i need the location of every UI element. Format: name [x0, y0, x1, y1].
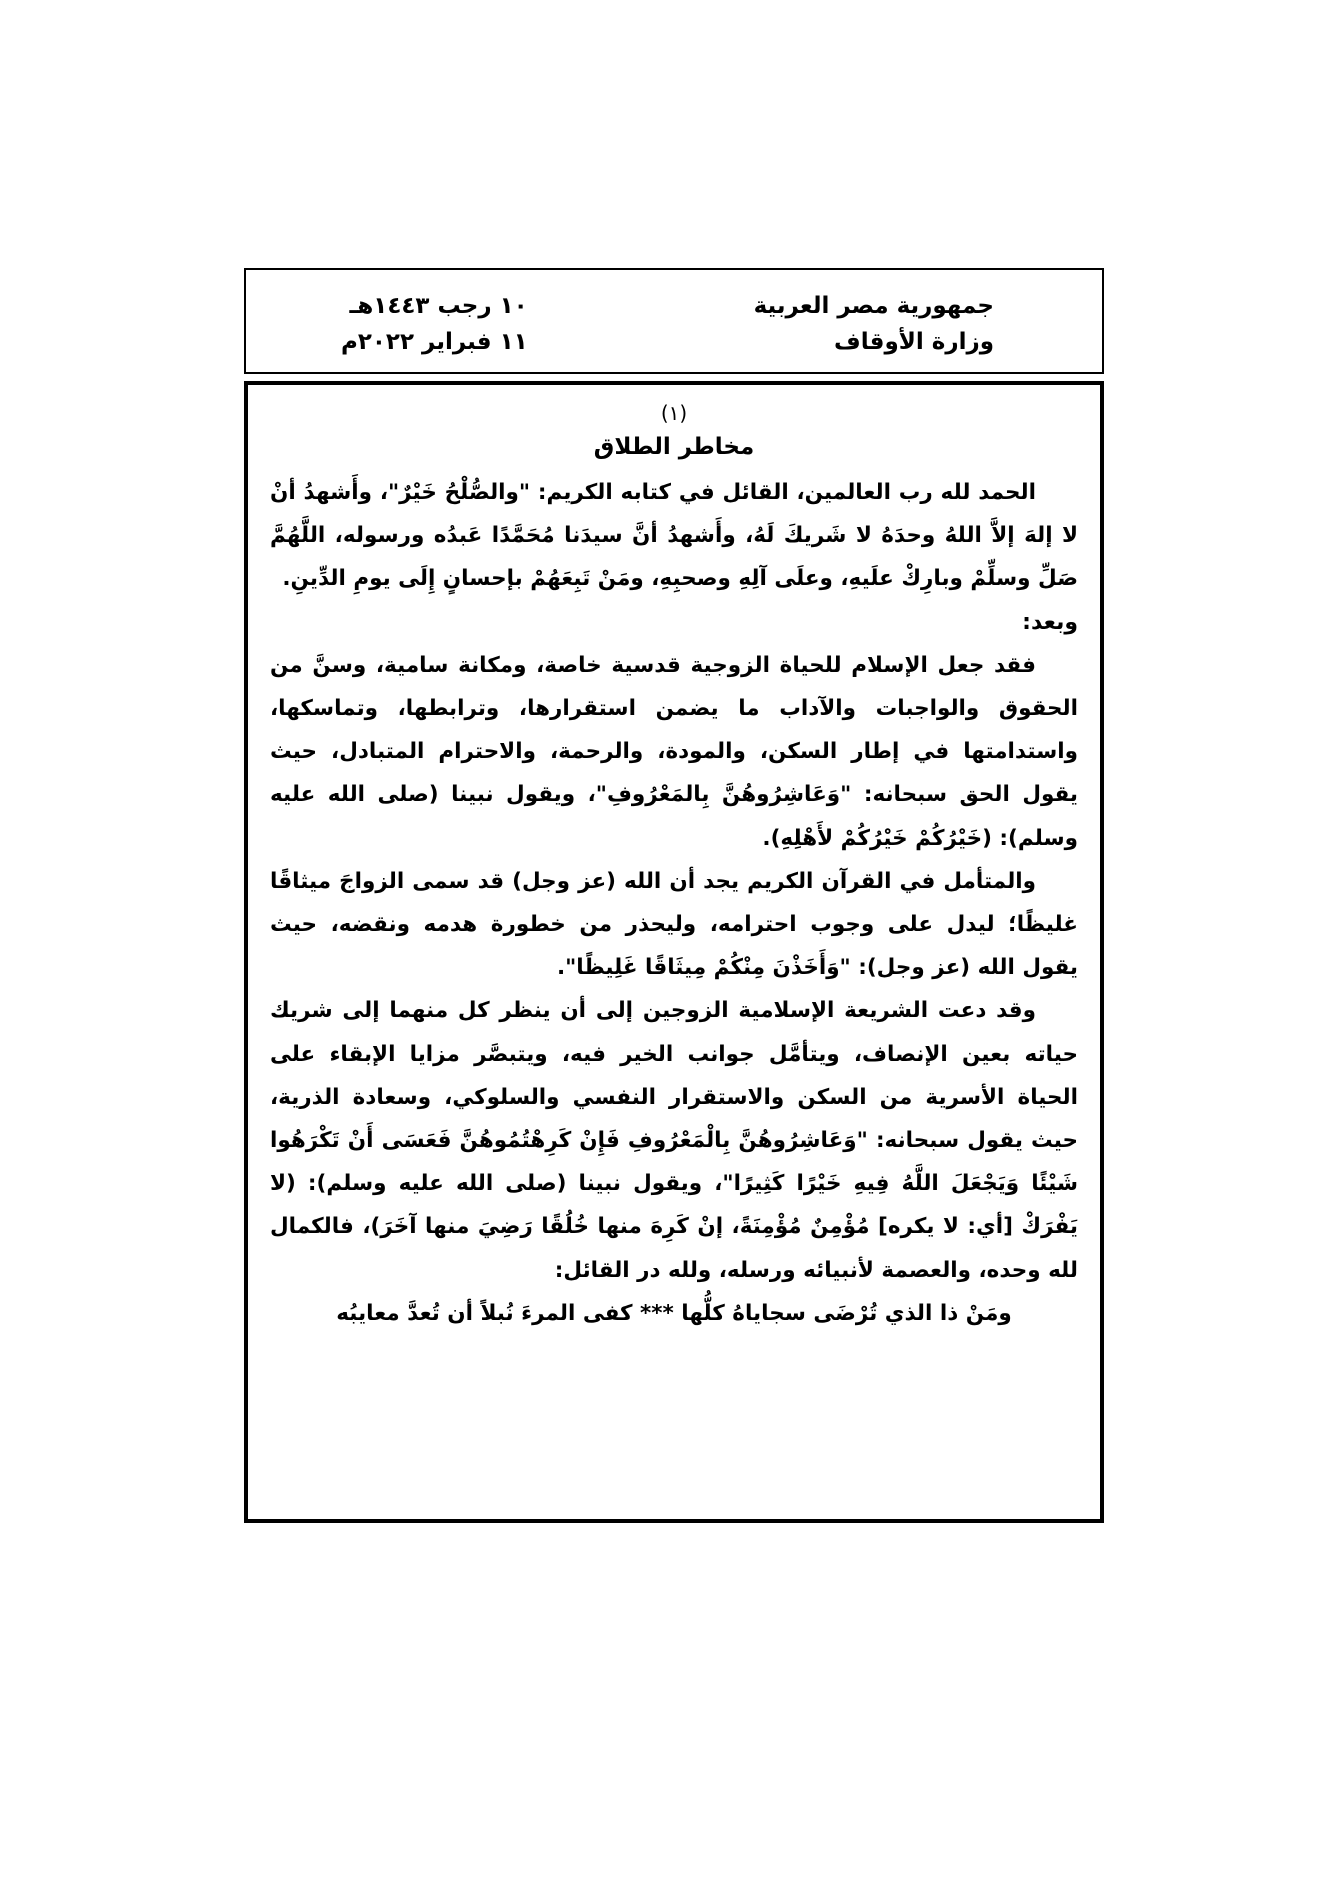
country-name: جمهورية مصر العربية: [753, 293, 994, 319]
header-box: [244, 268, 1104, 374]
sermon-body: [244, 381, 1104, 1523]
header-institution: [754, 288, 994, 360]
ministry-name: وزارة الأوقاف: [834, 329, 994, 355]
paragraph-3: وقد دعت الشريعة الإسلامية الزوجين إلى أن ينظر كل منهما إلى شريك حياته بعين الإنصاف، ويتأمَّل جوانب الخير فيه، ويتبصَّر مزايا الإبقاء على الحياة الأسرية من السكن والاستقرار النفسي والسلوكي، وسعادة الذرية، حيث يقول سبحانه: "وَعَاشِرُوهُنَّ بِالْمَعْرُوفِ فَإِنْ كَرِهْتُمُوهُنَّ فَعَسَى أَنْ تَكْرَهُوا شَيْئًا وَيَجْعَلَ اللَّهُ فِيهِ خَيْرًا كَثِيرًا"، ويقول نبينا (صلى الله عليه وسلم): (لا يَفْرَكْ [أي: لا يكره] مُؤْمِنٌ مُؤْمِنَةً، إنْ كَرِهَ منها خُلُقًا رَضِيَ منها آخَرَ)، فالكمال لله وحده، والعصمة لأنبيائه ورسله، ولله در القائل:: [270, 998, 1078, 1283]
page-number: (١): [660, 401, 688, 425]
page-title: مخاطر الطلاق: [593, 434, 755, 460]
opening-paragraph: الحمد لله رب العالمين، القائل في كتابه الكريم: "والصُّلْحُ خَيْرٌ"، وأَشهدُ أنْ لا إلهَ إلاَّ اللهُ وحدَهُ لا شَريكَ لَهُ، وأَشهدُ أنَّ سيدَنا مُحَمَّدًا عَبدُه ورسوله، اللَّهُمَّ صَلِّ وسلِّمْ وبارِكْ علَيهِ، وعلَى آلِهِ وصحبِهِ، ومَنْ تَبِعَهُمْ بإحسانٍ إِلَى يومِ الدِّينِ.: [270, 480, 1078, 592]
hijri-date: ١٠ رجب ١٤٤٣هـ: [349, 293, 528, 319]
paragraph-2: والمتأمل في القرآن الكريم يجد أن الله (عز وجل) قد سمى الزواجَ ميثاقًا غليظًا؛ ليدل على وجوب احترامه، وليحذر من خطورة هدمه ونقضه، حيث يقول الله (عز وجل): "وَأَخَذْنَ مِنْكُمْ مِيثَاقًا غَلِيظًا".: [270, 868, 1078, 981]
header-dates: [341, 288, 528, 360]
gregorian-date: ١١ فبراير ٢٠٢٢م: [341, 329, 528, 355]
poem-line: ومَنْ ذا الذي تُرْضَى سجاياهُ كلُّها *** كفى المرءَ نُبلاً أن تُعدَّ معايبُه: [336, 1300, 1012, 1326]
waba3d-label: وبعد:: [1022, 609, 1078, 635]
paragraph-1: فقد جعل الإسلام للحياة الزوجية قدسية خاصة، ومكانة سامية، وسنَّ من الحقوق والواجبات والآداب ما يضمن استقرارها، وترابطها، وتماسكها، واستدامتها في إطار السكن، والمودة، والرحمة، والاحترام المتبادل، حيث يقول الحق سبحانه: "وَعَاشِرُوهُنَّ بِالمَعْرُوفِ"، ويقول نبينا (صلى الله عليه وسلم): (خَيْرُكُمْ خَيْرُكُمْ لأَهْلِهِ).: [270, 652, 1078, 851]
